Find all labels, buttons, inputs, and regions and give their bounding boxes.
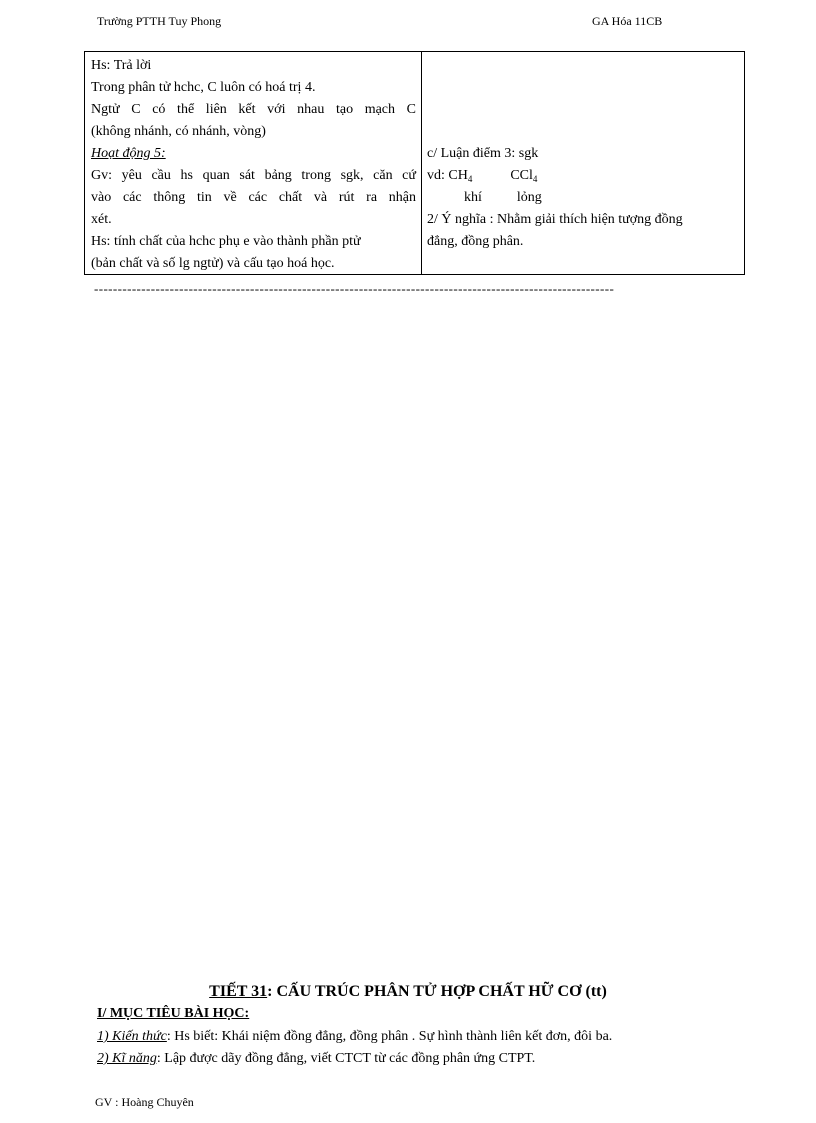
table-line: Gv: yêu cầu hs quan sát bảng trong sgk, căn cứ [91, 168, 416, 183]
lesson-title [0, 983, 816, 1001]
objective-label: 1) Kiến thức [97, 1029, 167, 1044]
objective-skill [97, 1051, 535, 1067]
activity-heading: Hoạt động 5: [91, 146, 166, 161]
objective-text: : Hs biết: Khái niệm đồng đẳng, đồng phân . Sự hình thành liên kết đơn, đôi ba. [166, 1029, 613, 1044]
table-line: Trong phân tử hchc, C luôn có hoá trị 4. [91, 80, 316, 95]
table-line: 2/ Ý nghĩa : Nhằm giải thích hiện tượng đồng [427, 212, 683, 227]
table-line: c/ Luận điểm 3: sgk [427, 146, 539, 161]
table-line: Ngtử C có thể liên kết với nhau tạo mạch C [91, 102, 416, 117]
lesson-number: TIẾT 31 [209, 983, 268, 1000]
lesson-table [84, 51, 745, 275]
table-line: Hs: tính chất của hchc phụ e vào thành phần ptử [91, 234, 361, 249]
state-gas: khí [464, 190, 482, 205]
table-line: đẳng, đồng phân. [427, 234, 524, 249]
table-line: vào các thông tin về các chất và rút ra nhận [91, 190, 416, 205]
objective-knowledge [97, 1029, 612, 1045]
state-liquid: lỏng [516, 190, 542, 205]
table-line: xét. [91, 212, 112, 227]
formula-line [427, 165, 740, 187]
separator-line: -------------------------------------------------------------------------------------------------------------- [94, 281, 615, 295]
formula-ccl4: CCl$_4$ [510, 168, 538, 184]
objective-text: : Lập được dãy đồng đẳng, viết CTCT từ các đồng phân ứng CTPT. [156, 1051, 536, 1066]
table-line: (không nhánh, có nhánh, vòng) [91, 124, 266, 139]
objective-label: 2) Kĩ năng [97, 1051, 157, 1066]
lesson-name: : CẤU TRÚC PHÂN TỬ HỢP CHẤT HỮ CƠ (tt) [267, 983, 607, 1000]
header-school: Trường PTTH Tuy Phong [97, 14, 222, 28]
formula-ch4: vd: $CH_4$ [427, 168, 473, 184]
state-line [427, 187, 740, 209]
content-column [427, 143, 740, 253]
teacher-student-column [91, 55, 416, 275]
header-course: GA Hóa 11CB [592, 14, 663, 28]
footer-teacher: GV : Hoàng Chuyên [95, 1095, 194, 1109]
objectives-heading: I/ MỤC TIÊU BÀI HỌC: [97, 1006, 250, 1021]
table-line: (bản chất và số lg ngtử) và cấu tạo hoá học. [91, 256, 335, 271]
column-divider [421, 52, 422, 274]
table-line: Hs: Trả lời [91, 58, 152, 73]
